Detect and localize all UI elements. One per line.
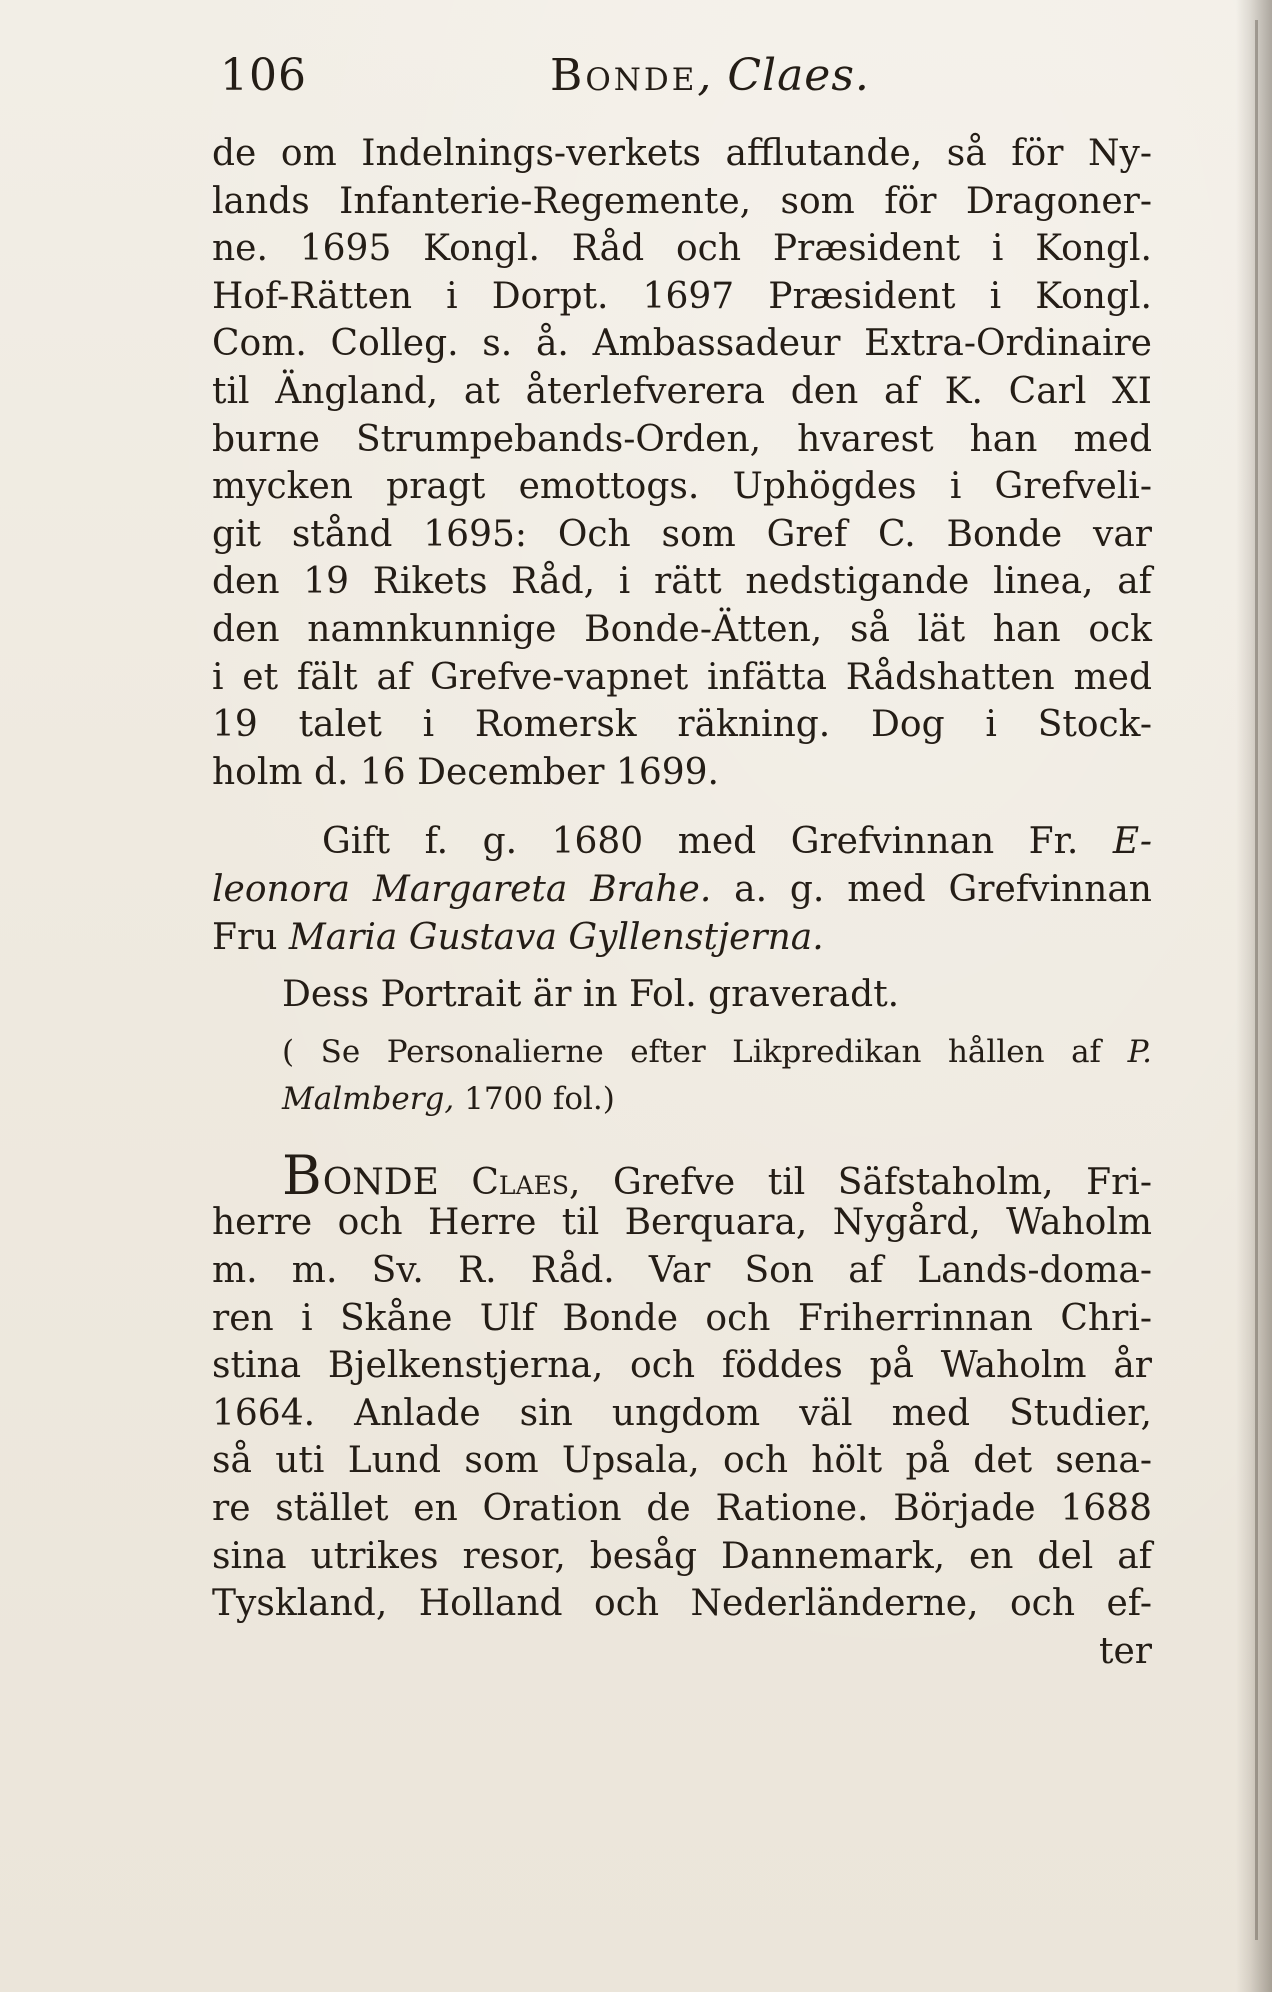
text-line: burne Strumpebands-Orden, hvarest han med: [212, 418, 1152, 460]
text-line: 1664. Anlade sin ungdom väl med Studier,: [212, 1392, 1152, 1434]
spouse-name: leonora Margareta Brahe.: [212, 868, 712, 910]
text-line: mycken pragt emottogs. Uphögdes i Grefveli-: [212, 466, 1152, 508]
text-line: Hof-Rätten i Dorpt. 1697 Præsident i Kongl.: [212, 275, 1152, 317]
text-line: [212, 818, 1152, 866]
text-line: så uti Lund som Upsala, och hölt på det sena-: [212, 1440, 1152, 1482]
author-name: P.: [1127, 1033, 1152, 1070]
catchword: ter: [1099, 1630, 1152, 1672]
text-line: til Ängland, at återlefverera den af K. Carl XI: [212, 370, 1152, 412]
running-title-name: Bonde: [550, 50, 698, 101]
entry-initial: B: [282, 1143, 323, 1207]
running-head: [220, 50, 1120, 110]
text-line: den namnkunnige Bonde-Ätten, så lät han ock: [212, 608, 1152, 650]
reference-note: [212, 1029, 1152, 1124]
text-line: ne. 1695 Kongl. Råd och Præsident i Kongl.: [212, 228, 1152, 270]
entry-surname: ONDE: [322, 1161, 439, 1203]
text-line: Com. Colleg. s. å. Ambassadeur Extra-Ordinaire: [212, 323, 1152, 365]
text-line: [212, 866, 1152, 914]
reference-text: 1700 fol.): [454, 1081, 615, 1118]
entry-bonde-claes: [212, 1143, 1152, 1676]
spouse-name: E-: [1112, 821, 1152, 863]
entry-given-name: Claes: [471, 1161, 569, 1203]
page-number: 106: [220, 50, 307, 101]
text-line: stina Bjelkenstjerna, och föddes på Waholm år: [212, 1345, 1152, 1387]
binding-shadow: [1236, 0, 1272, 1992]
entry-continuation: [212, 130, 1152, 796]
marriage-text: a. g. med Grefvinnan: [711, 868, 1152, 910]
text-block: [212, 130, 1152, 1675]
text-line: ren i Skåne Ulf Bonde och Friherrinnan Chri-: [212, 1297, 1152, 1339]
text-line: i et fält af Grefve-vapnet infätta Rådshatten med: [212, 656, 1152, 698]
running-title: [550, 50, 870, 101]
text-line: herre och Herre til Berquara, Nygård, Waholm: [212, 1202, 1152, 1244]
text-line: sina utrikes resor, besåg Dannemark, en del af: [212, 1535, 1152, 1577]
text-line: den 19 Rikets Råd, i rätt nedstigande linea, af: [212, 561, 1152, 603]
text-line: [212, 914, 1152, 962]
text-line: Tyskland, Holland och Nederländerne, och ef-: [212, 1583, 1152, 1625]
marriage-text: Gift f. g. 1680 med Grefvinnan Fr.: [322, 821, 1113, 863]
binding-edge: [1255, 20, 1258, 1940]
text-line: git stånd 1695: Och som Gref C. Bonde var: [212, 513, 1152, 555]
marriage-text: Fru: [212, 916, 289, 958]
text-line: 19 talet i Romersk räkning. Dog i Stock-: [212, 704, 1152, 746]
text-line: lands Infanterie-Regemente, som för Dragoner-: [212, 180, 1152, 222]
marriage-paragraph: [212, 818, 1152, 961]
author-name: Malmberg,: [282, 1081, 455, 1118]
reference-text: ( Se Personalierne efter Likpredikan hållen af: [282, 1033, 1128, 1070]
entry-heading: [212, 1143, 1152, 1207]
running-title-given-name: , Claes.: [697, 50, 870, 101]
text-line: re stället en Oration de Ratione. Började 1688: [212, 1488, 1152, 1530]
text-line: [212, 1076, 1152, 1124]
text-line: m. m. Sv. R. Råd. Var Son af Lands-doma-: [212, 1250, 1152, 1292]
portrait-note: Dess Portrait är in Fol. graveradt.: [282, 974, 900, 1016]
entry-title-text: , Grefve til Säfstaholm, Fri-: [568, 1161, 1152, 1203]
text-line: holm d. 16 December 1699.: [212, 751, 719, 793]
text-line: [212, 1029, 1152, 1077]
text-line: de om Indelnings-verkets afflutande, så för Ny-: [212, 133, 1152, 174]
spouse-name: Maria Gustava Gyllenstjerna.: [288, 916, 824, 958]
